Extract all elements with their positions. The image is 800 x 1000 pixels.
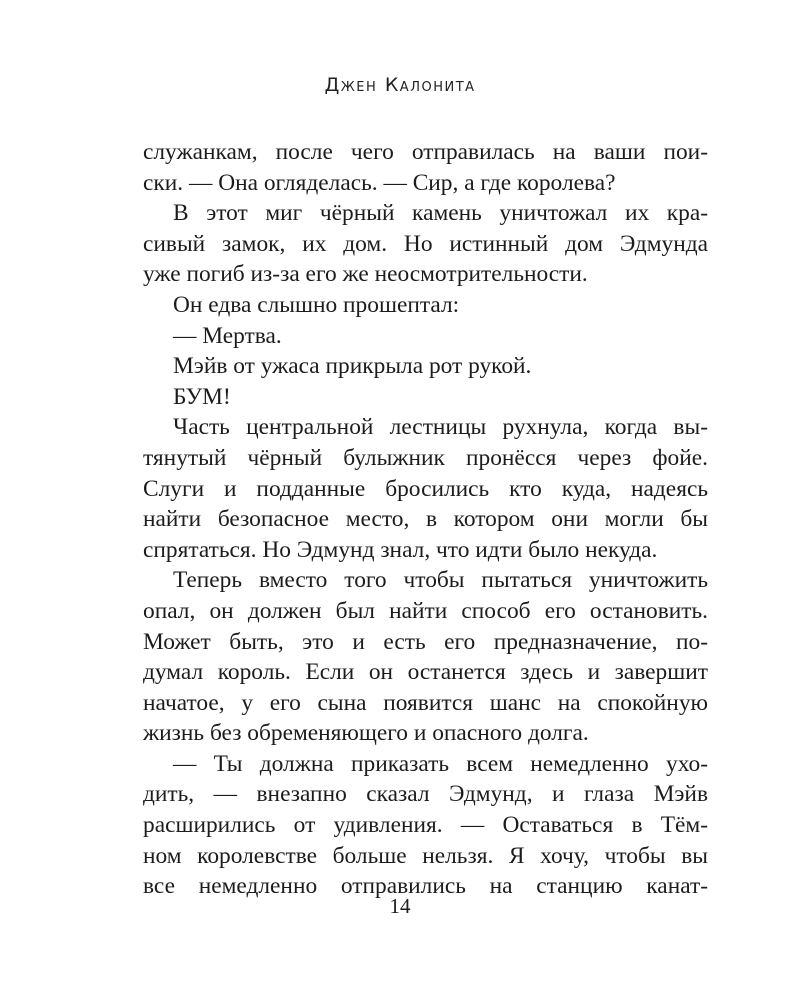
text-line: БУМ!: [173, 383, 231, 410]
text-line: Теперь вместо того чтобы пытаться уничтожить: [173, 567, 708, 594]
text-line: — Ты должна приказать всем немедленно ухо-: [173, 750, 708, 777]
text-line: Слуги и подданные бросились кто куда, надеясь: [143, 475, 708, 502]
text-line: ном королевстве больше нельзя. Я хочу, чтобы вы: [143, 842, 708, 869]
text-line: служанкам, после чего отправилась на ваши пои-: [143, 139, 708, 165]
text-line: найти безопасное место, в котором они могли бы: [143, 506, 708, 533]
text-line: Часть центральной лестницы рухнула, когда вы-: [173, 414, 708, 441]
text-line: жизнь без обременяющего и опасного долга.: [143, 720, 589, 747]
text-line: спрятаться. Но Эдмунд знал, что идти было некуда.: [143, 536, 658, 563]
text-line: ски. — Она огляделась. — Сир, а где королева?: [143, 169, 616, 196]
text-line: тянутый чёрный булыжник пронёсся через фойе.: [143, 444, 708, 471]
running-head-author: Джен Калонита: [324, 74, 476, 96]
page-number: 14: [389, 894, 411, 918]
text-line: Он едва слышно прошептал:: [173, 291, 460, 318]
text-line: — Мертва.: [173, 322, 282, 349]
text-line: Может быть, это и есть его предназначение, по-: [143, 628, 708, 655]
text-line: расширились от удивления. — Оставаться в Тём-: [143, 812, 708, 839]
text-line: начатое, у его сына появится шанс на спокойную: [143, 689, 708, 716]
text-line: все немедленно отправились на станцию канат-: [143, 873, 708, 900]
body-text: [143, 137, 708, 902]
text-line: сивый замок, их дом. Но истинный дом Эдмунда: [143, 230, 708, 257]
text-line: опал, он должен был найти способ его остановить.: [143, 597, 708, 624]
text-line: думал король. Если он останется здесь и завершит: [143, 659, 708, 686]
text-line: В этот миг чёрный камень уничтожал их кра-: [173, 200, 708, 227]
text-line: Мэйв от ужаса прикрыла рот рукой.: [173, 353, 532, 380]
text-line: дить, — внезапно сказал Эдмунд, и глаза Мэйв: [143, 781, 708, 808]
text-line: уже погиб из-за его же неосмотрительности.: [143, 261, 588, 288]
